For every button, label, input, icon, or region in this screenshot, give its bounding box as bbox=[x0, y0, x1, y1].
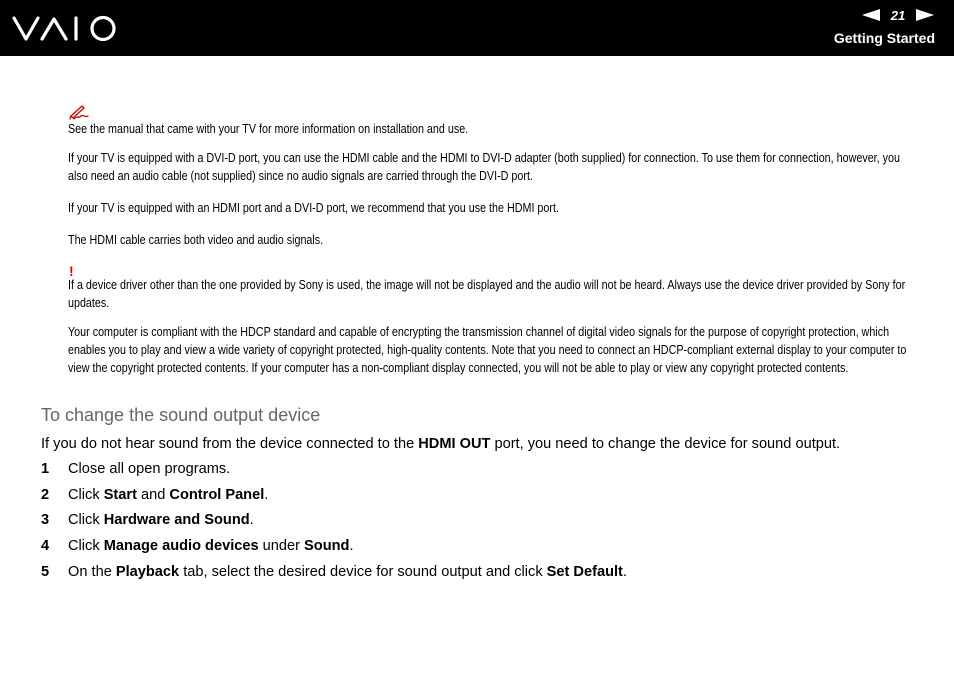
step-text-part: and bbox=[136, 487, 170, 503]
step-ui-label: Hardware and Sound bbox=[103, 512, 250, 528]
step-ui-label: Playback bbox=[115, 564, 180, 580]
step-text-part: . bbox=[264, 487, 269, 503]
step-ui-label: Control Panel bbox=[169, 487, 265, 503]
step-text bbox=[68, 538, 354, 554]
procedure-intro bbox=[41, 434, 840, 454]
step-text-part: . bbox=[249, 512, 254, 528]
step-text-part: under bbox=[258, 538, 305, 554]
step-number: 5 bbox=[41, 564, 50, 580]
step-text-part: tab, select the desired device for sound output and click bbox=[179, 564, 547, 580]
step-text-part: . bbox=[622, 564, 627, 580]
note-pencil-icon bbox=[68, 104, 90, 120]
step-text bbox=[68, 487, 268, 503]
step-number: 3 bbox=[41, 512, 50, 528]
note-paragraph: If your TV is equipped with a DVI-D port, you can use the HDMI cable and the HDMI to DVI-D adapter (both supplied) for connection. To use them for connection, however, you also need an audio cable (not supplied) since no audio signals are carried through the DVI-D port. bbox=[68, 151, 900, 183]
step-ui-label: Set Default bbox=[546, 564, 623, 580]
step-ui-label: Manage audio devices bbox=[103, 538, 259, 554]
step-number: 4 bbox=[41, 538, 50, 554]
step-text-part: Click bbox=[68, 487, 104, 503]
step-ui-label: Sound bbox=[304, 538, 350, 554]
step-text bbox=[68, 564, 627, 580]
step-number: 2 bbox=[41, 487, 50, 503]
step-text-part: Click bbox=[68, 538, 104, 554]
page-navigator bbox=[862, 6, 934, 24]
next-page-icon[interactable] bbox=[916, 9, 934, 21]
note-paragraph: If your TV is equipped with an HDMI port and a DVI-D port, we recommend that you use the HDMI port. bbox=[68, 201, 559, 215]
hdmi-out-label: HDMI OUT bbox=[418, 436, 491, 452]
step-text bbox=[68, 461, 230, 477]
step-text-part: Close all open programs. bbox=[68, 461, 231, 477]
step-text-part: . bbox=[349, 538, 354, 554]
previous-page-icon[interactable] bbox=[862, 9, 880, 21]
step-text bbox=[68, 512, 254, 528]
step-text-part: On the bbox=[68, 564, 116, 580]
step-number: 1 bbox=[41, 461, 50, 477]
vaio-logo bbox=[12, 15, 120, 43]
page-header bbox=[0, 0, 954, 56]
procedure-heading: To change the sound output device bbox=[41, 405, 321, 425]
warning-icon: ! bbox=[69, 263, 74, 279]
note-paragraph: Your computer is compliant with the HDCP standard and capable of encrypting the transmission channel of digital video signals for the purpose of copyright protection, which enables you to play and view a wide variety of copyright protected, high-quality contents. Note that you need to connect an HDCP-compliant external display to your computer to view the copyright protected contents. If your computer has a non-compliant display connected, you will not be able to play or view any copyright protected contents. bbox=[68, 325, 907, 375]
note-paragraph: See the manual that came with your TV for more information on installation and use. bbox=[68, 122, 469, 136]
warning-paragraph: If a device driver other than the one provided by Sony is used, the image will not be displayed and the audio will not be heard. Always use the device driver provided by Sony for updates. bbox=[68, 278, 906, 310]
step-ui-label: Start bbox=[103, 487, 137, 503]
section-title: Getting Started bbox=[833, 30, 935, 46]
intro-text: port, you need to change the device for sound output. bbox=[490, 436, 841, 452]
note-paragraph: The HDMI cable carries both video and audio signals. bbox=[68, 233, 324, 247]
page-number: 21 bbox=[890, 7, 906, 23]
step-text-part: Click bbox=[68, 512, 104, 528]
intro-text: If you do not hear sound from the device connected to the bbox=[41, 436, 419, 452]
